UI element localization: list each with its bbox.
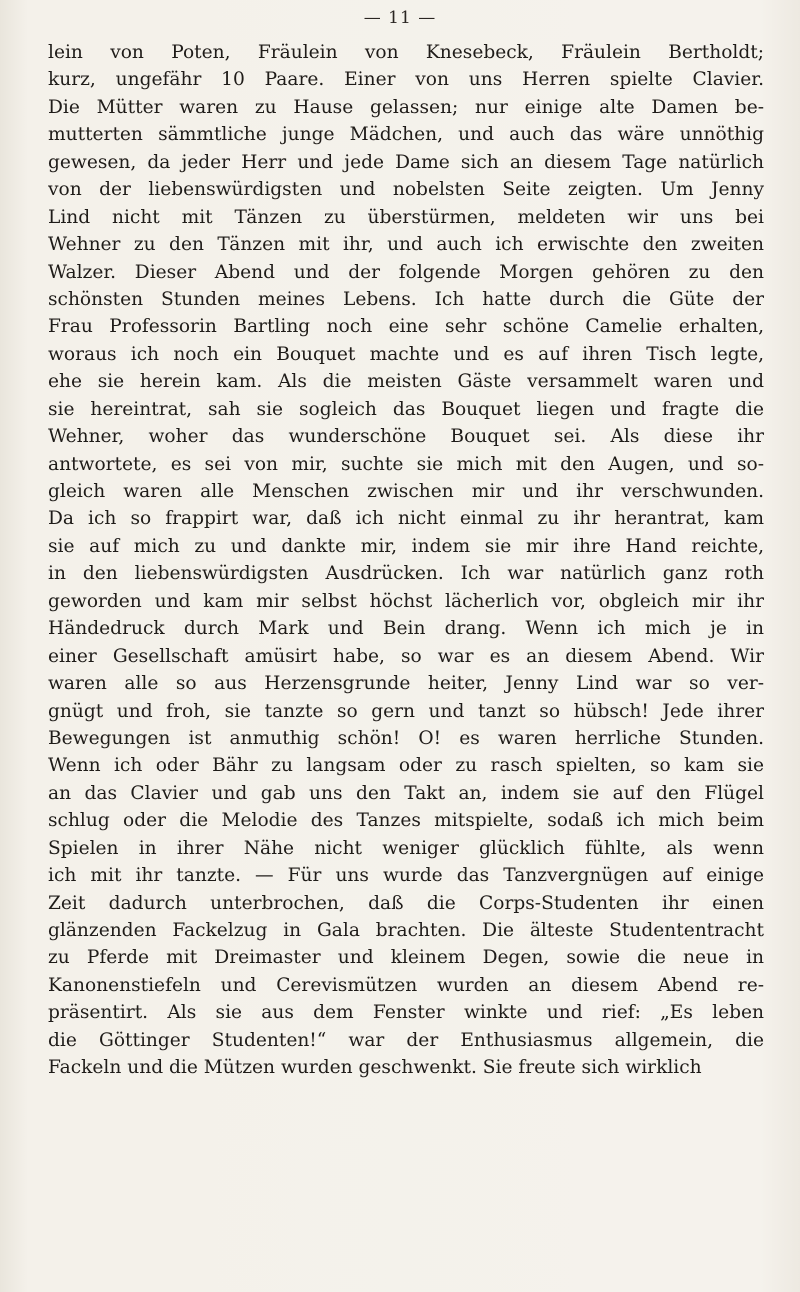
text-line: geworden und kam mir selbst höchst lächerlich vor, obgleich mir ihr	[48, 590, 764, 612]
text-line: in den liebenswürdigsten Ausdrücken. Ich war natürlich ganz roth	[48, 563, 764, 585]
text-line: ehe sie herein kam. Als die meisten Gäste versammelt waren und	[48, 371, 764, 393]
text-line: sie auf mich zu und dankte mir, indem sie mir ihre Hand reichte,	[48, 535, 764, 557]
text-line: Wehner zu den Tänzen mit ihr, und auch ich erwischte den zweiten	[48, 234, 764, 256]
text-line: Wehner, woher das wunderschöne Bouquet sei. Als diese ihr	[48, 426, 764, 448]
text-line: zu Pferde mit Dreimaster und kleinem Degen, sowie die neue in	[48, 947, 764, 969]
text-line: schlug oder die Melodie des Tanzes mitspielte, sodaß ich mich beim	[48, 810, 764, 832]
text-line: Da ich so frappirt war, daß ich nicht einmal zu ihr herantrat, kam	[48, 508, 764, 530]
text-line: ich mit ihr tanzte. — Für uns wurde das Tanzvergnügen auf einige	[48, 865, 764, 887]
text-line: antwortete, es sei von mir, suchte sie mich mit den Augen, und so-	[48, 453, 764, 475]
text-line: gnügt und froh, sie tanzte so gern und tanzt so hübsch! Jede ihrer	[48, 700, 764, 722]
text-line: sie hereintrat, sah sie sogleich das Bouquet liegen und fragte die	[48, 398, 764, 420]
text-line: schönsten Stunden meines Lebens. Ich hatte durch die Güte der	[48, 288, 764, 310]
text-line: Wenn ich oder Bähr zu langsam oder zu rasch spielten, so kam sie	[48, 755, 764, 777]
text-line: waren alle so aus Herzensgrunde heiter, Jenny Lind war so ver-	[48, 673, 764, 695]
text-line: Lind nicht mit Tänzen zu überstürmen, meldeten wir uns bei	[48, 206, 764, 228]
text-line: glänzenden Fackelzug in Gala brachten. Die älteste Studententracht	[48, 920, 764, 941]
text-line: die Göttinger Studenten!“ war der Enthusiasmus allgemein, die	[48, 1029, 764, 1051]
text-line: Bewegungen ist anmuthig schön! O! es waren herrliche Stunden.	[48, 727, 764, 749]
text-line: Frau Professorin Bartling noch eine sehr schöne Camelie erhalten,	[48, 316, 764, 338]
body-text	[48, 39, 764, 1082]
text-line: Kanonenstiefeln und Cerevismützen wurden an diesem Abend re-	[48, 974, 764, 996]
text-line: lein von Poten, Fräulein von Knesebeck, Fräulein Bertholdt;	[48, 42, 764, 63]
page-number-header: — 11 —	[363, 8, 437, 28]
text-line: mutterten sämmtliche junge Mädchen, und auch das wäre unnöthig	[48, 124, 764, 146]
text-line: Fackeln und die Mützen wurden geschwenkt. Sie freute sich wirklich	[48, 1057, 702, 1079]
text-line: Die Mütter waren zu Hause gelassen; nur einige alte Damen be-	[48, 96, 764, 118]
text-line: gewesen, da jeder Herr und jede Dame sich an diesem Tage natürlich	[48, 151, 764, 173]
text-line: woraus ich noch ein Bouquet machte und es auf ihren Tisch legte,	[48, 343, 764, 365]
text-line: Zeit dadurch unterbrochen, daß die Corps-Studenten ihr einen	[48, 892, 764, 914]
text-line: Walzer. Dieser Abend und der folgende Morgen gehören zu den	[48, 261, 764, 283]
text-line: gleich waren alle Menschen zwischen mir und ihr verschwunden.	[48, 481, 764, 502]
text-line: kurz, ungefähr 10 Paare. Einer von uns Herren spielte Clavier.	[48, 69, 764, 91]
text-line: einer Gesellschaft amüsirt habe, so war es an diesem Abend. Wir	[48, 645, 764, 667]
text-line: Händedruck durch Mark und Bein drang. Wenn ich mich je in	[48, 618, 764, 640]
text-line: präsentirt. Als sie aus dem Fenster winkte und rief: „Es leben	[48, 1002, 764, 1024]
text-line: an das Clavier und gab uns den Takt an, indem sie auf den Flügel	[48, 782, 764, 804]
text-line: von der liebenswürdigsten und nobelsten Seite zeigten. Um Jenny	[48, 179, 764, 201]
text-line: Spielen in ihrer Nähe nicht weniger glücklich fühlte, als wenn	[48, 837, 764, 859]
